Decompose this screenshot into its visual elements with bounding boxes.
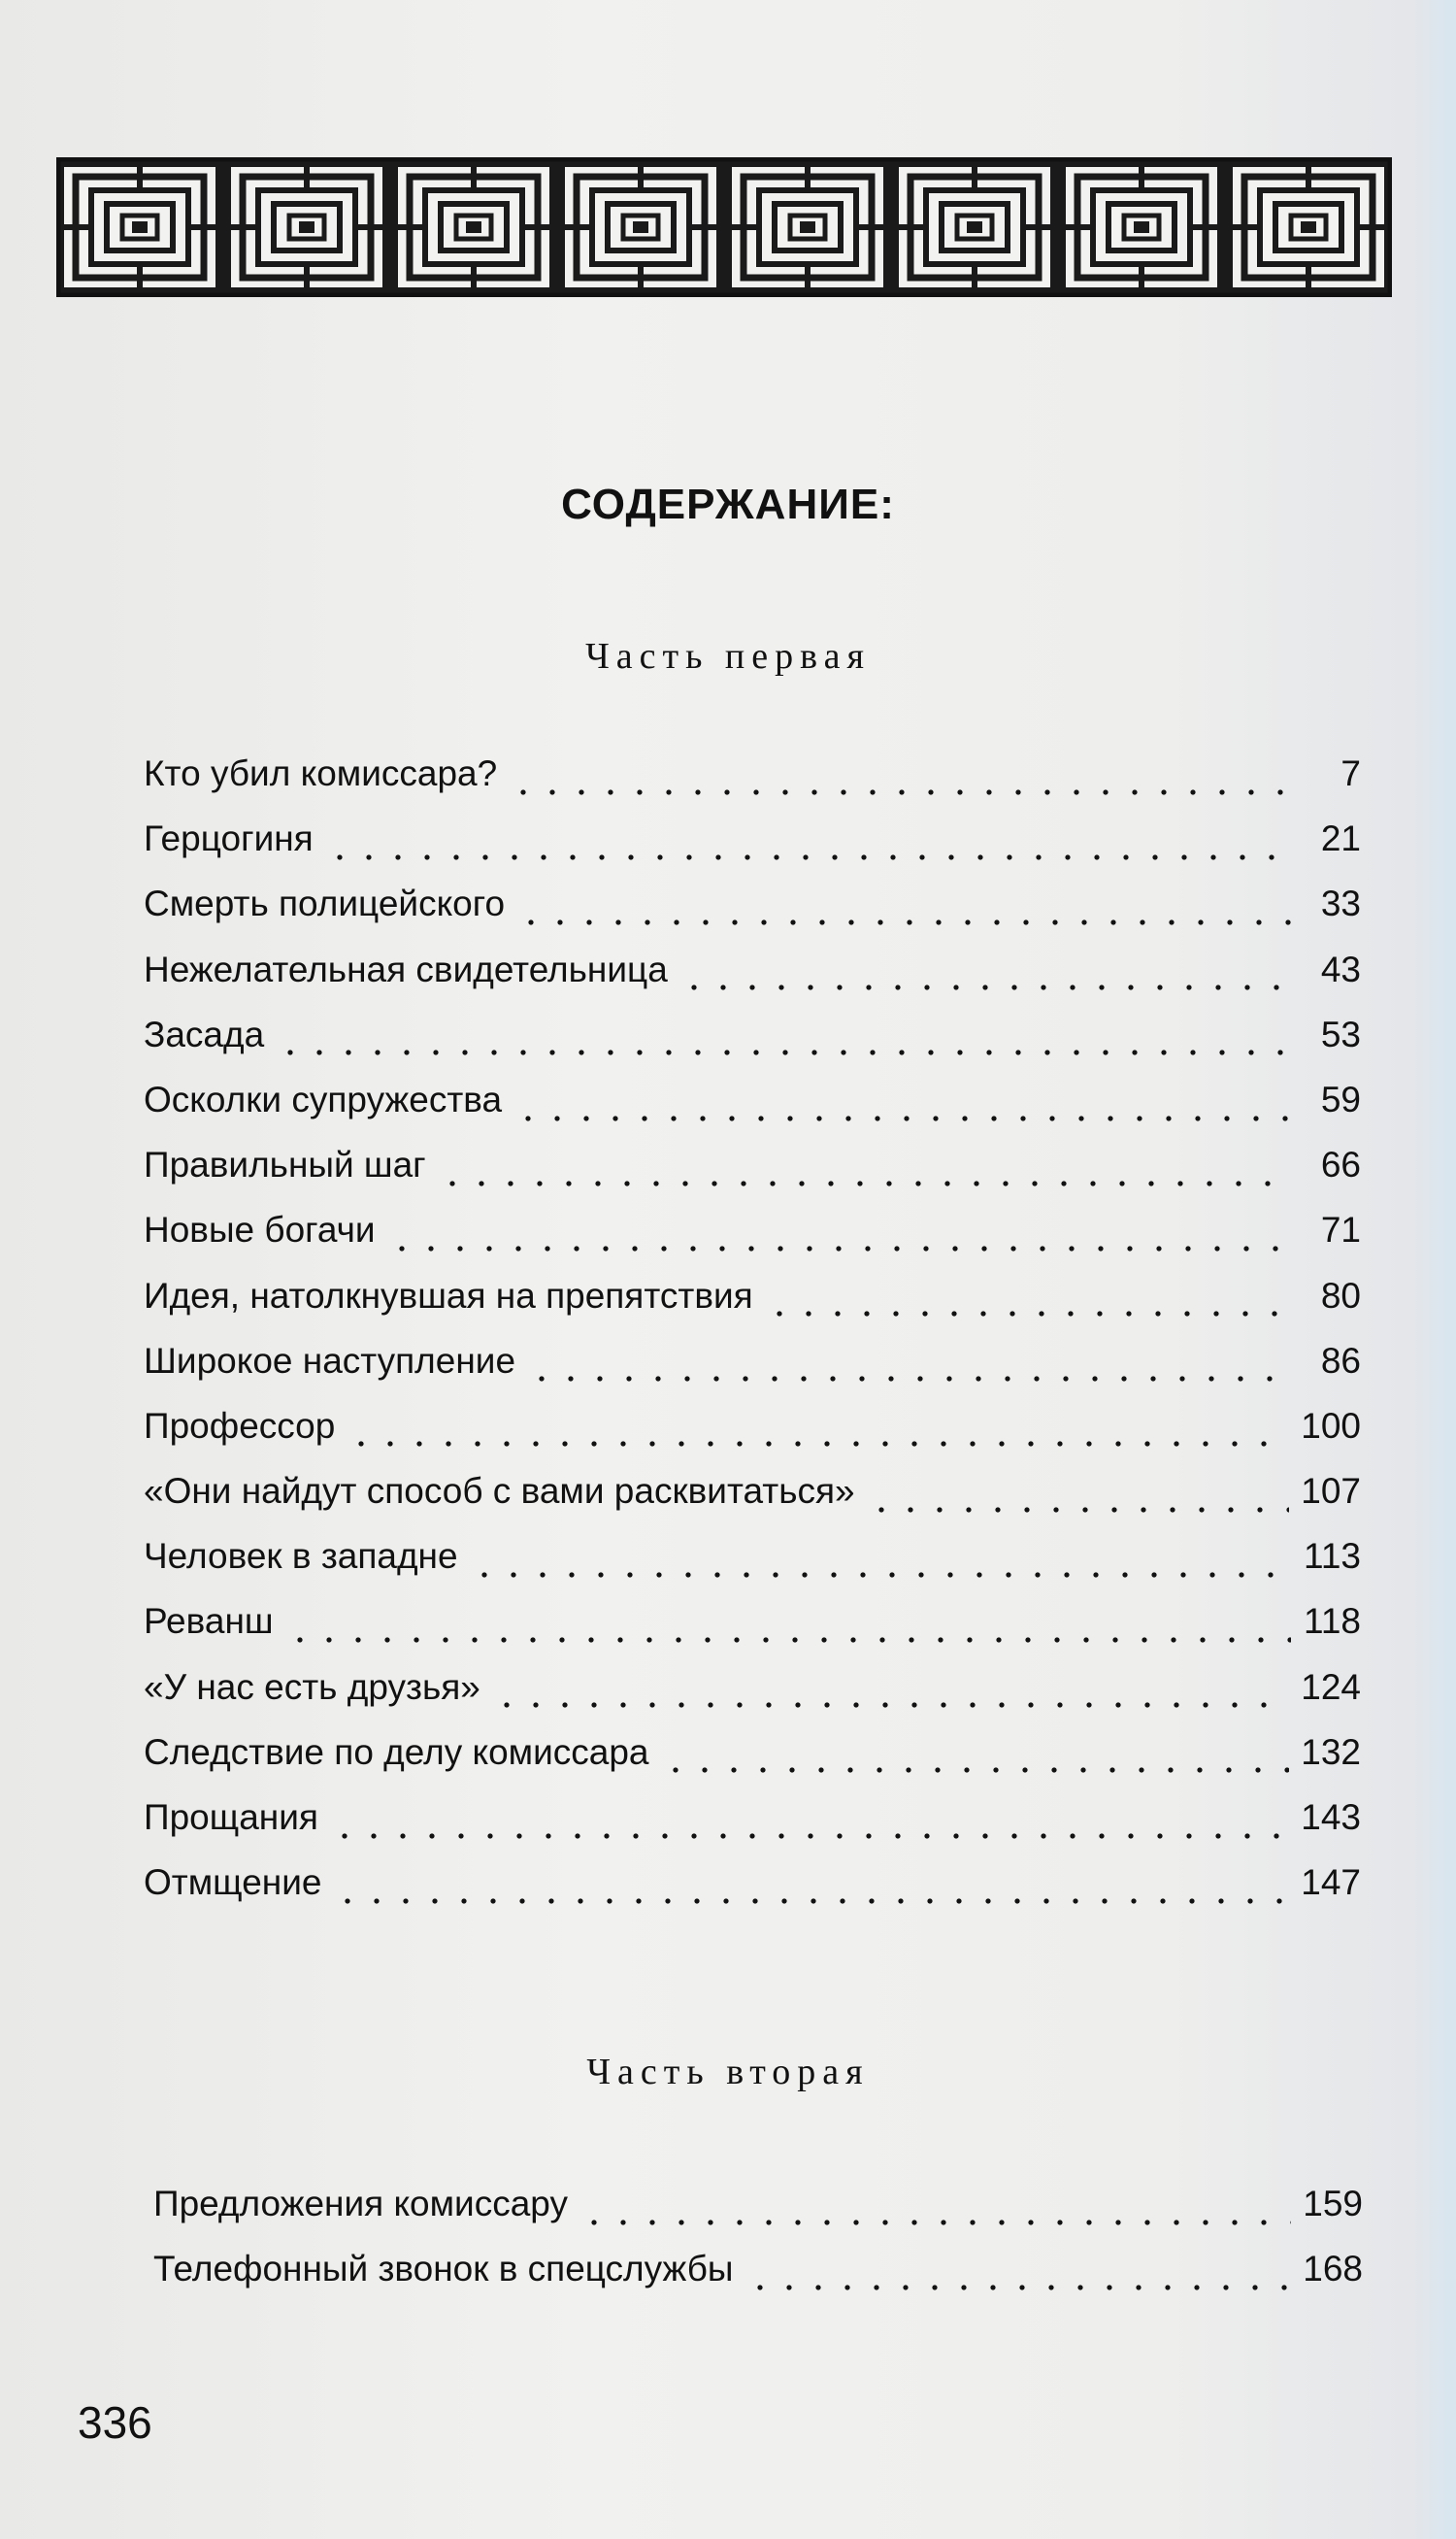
toc-entry-page: 86	[1320, 1340, 1361, 1381]
toc-entry-page: 43	[1320, 949, 1361, 989]
toc-entry-title: Идея, натолкнувшая на препятствия	[144, 1275, 753, 1316]
dot-leader	[325, 852, 1291, 862]
toc-entry-title: Нежелательная свидетельница	[144, 949, 668, 989]
toc-entry	[144, 1272, 1361, 1337]
greek-key-ornament	[56, 157, 1392, 297]
toc-entry-title: «У нас есть друзья»	[144, 1666, 480, 1707]
toc-entry-page: 107	[1301, 1471, 1361, 1512]
toc-entry-title: Телефонный звонок в спецслужбы	[153, 2249, 734, 2289]
toc-entry-page: 21	[1320, 818, 1361, 859]
toc-entry	[144, 1858, 1361, 1923]
dot-leader	[470, 1570, 1291, 1580]
toc-entry	[153, 2245, 1363, 2310]
toc-entry-title: Профессор	[144, 1405, 336, 1446]
toc-entry-page: 168	[1303, 2249, 1363, 2289]
dot-leader	[765, 1309, 1291, 1319]
toc-entry-title: Герцогиня	[144, 818, 314, 859]
dot-leader	[679, 983, 1291, 992]
dot-leader	[527, 1374, 1291, 1384]
toc-entry	[144, 946, 1361, 1011]
toc-entry	[144, 880, 1361, 945]
part-two-title: Часть вторая	[586, 2052, 870, 2092]
toc-entry-title: Смерть полицейского	[144, 884, 506, 924]
toc-entry-page: 118	[1304, 1601, 1361, 1642]
toc-entry	[144, 1402, 1361, 1467]
toc-entry	[144, 1011, 1361, 1076]
toc-entry	[144, 750, 1361, 815]
toc-entry-title: Человек в западне	[144, 1536, 458, 1577]
toc-entry-page: 147	[1301, 1862, 1361, 1903]
toc-entry	[144, 1532, 1361, 1597]
dot-leader	[745, 2283, 1292, 2292]
toc-entry	[144, 1206, 1361, 1271]
toc-entry	[144, 1597, 1361, 1662]
toc-entry	[144, 1793, 1361, 1858]
toc-entry	[144, 1663, 1361, 1728]
toc-entry-title: Новые богачи	[144, 1210, 376, 1251]
toc-entry-title: Широкое наступление	[144, 1340, 516, 1381]
toc-entry-page: 124	[1301, 1666, 1361, 1707]
toc-entry-title: Предложения комиссару	[153, 2184, 568, 2223]
dot-leader	[438, 1179, 1291, 1188]
toc-entry-title: Засада	[144, 1014, 265, 1054]
toc-entry	[144, 1141, 1361, 1206]
dot-leader	[492, 1700, 1289, 1710]
toc-entry-page: 132	[1301, 1731, 1361, 1772]
toc-part-two	[153, 2180, 1363, 2310]
toc-entry	[144, 1728, 1361, 1793]
toc-entry-page: 143	[1301, 1797, 1361, 1837]
dot-leader	[867, 1505, 1290, 1515]
toc-part-one	[144, 750, 1361, 1923]
toc-entry-page: 33	[1320, 884, 1361, 924]
page-number: 336	[78, 2397, 152, 2448]
toc-entry	[144, 815, 1361, 880]
dot-leader	[333, 1896, 1289, 1906]
toc-entry	[144, 1076, 1361, 1141]
toc-entry-page: 159	[1303, 2184, 1363, 2223]
dot-leader	[516, 918, 1291, 927]
toc-entry-title: Кто убил комиссара?	[144, 753, 498, 793]
toc-entry-title: Осколки супружества	[144, 1079, 503, 1119]
toc-entry-page: 100	[1301, 1405, 1361, 1446]
toc-entry-page: 53	[1320, 1014, 1361, 1054]
toc-entry-page: 66	[1320, 1145, 1361, 1186]
part-one-title: Часть первая	[585, 636, 871, 677]
toc-entry-title: Реванш	[144, 1601, 274, 1642]
toc-entry-title: Правильный шаг	[144, 1145, 426, 1186]
dot-leader	[579, 2218, 1291, 2227]
contents-heading: СОДЕРЖАНИЕ:	[561, 481, 895, 529]
toc-entry-title: Отмщение	[144, 1862, 322, 1903]
dot-leader	[509, 787, 1291, 797]
toc-entry-page: 59	[1320, 1079, 1361, 1119]
dot-leader	[661, 1765, 1290, 1775]
dot-leader	[347, 1439, 1289, 1449]
toc-entry-title: Прощания	[144, 1797, 318, 1837]
toc-entry	[144, 1337, 1361, 1402]
toc-entry-page: 71	[1320, 1210, 1361, 1251]
dot-leader	[285, 1635, 1291, 1645]
toc-entry	[153, 2180, 1363, 2245]
dot-leader	[330, 1831, 1289, 1841]
dot-leader	[387, 1244, 1291, 1253]
toc-entry-page: 113	[1304, 1536, 1361, 1577]
toc-entry-page: 80	[1320, 1275, 1361, 1316]
toc-entry-title: «Они найдут способ с вами расквитаться»	[144, 1471, 855, 1512]
dot-leader	[276, 1048, 1291, 1057]
dot-leader	[513, 1114, 1291, 1123]
toc-entry-page: 7	[1340, 753, 1361, 793]
toc-entry	[144, 1467, 1361, 1532]
toc-entry-title: Следствие по делу комиссара	[144, 1731, 649, 1772]
